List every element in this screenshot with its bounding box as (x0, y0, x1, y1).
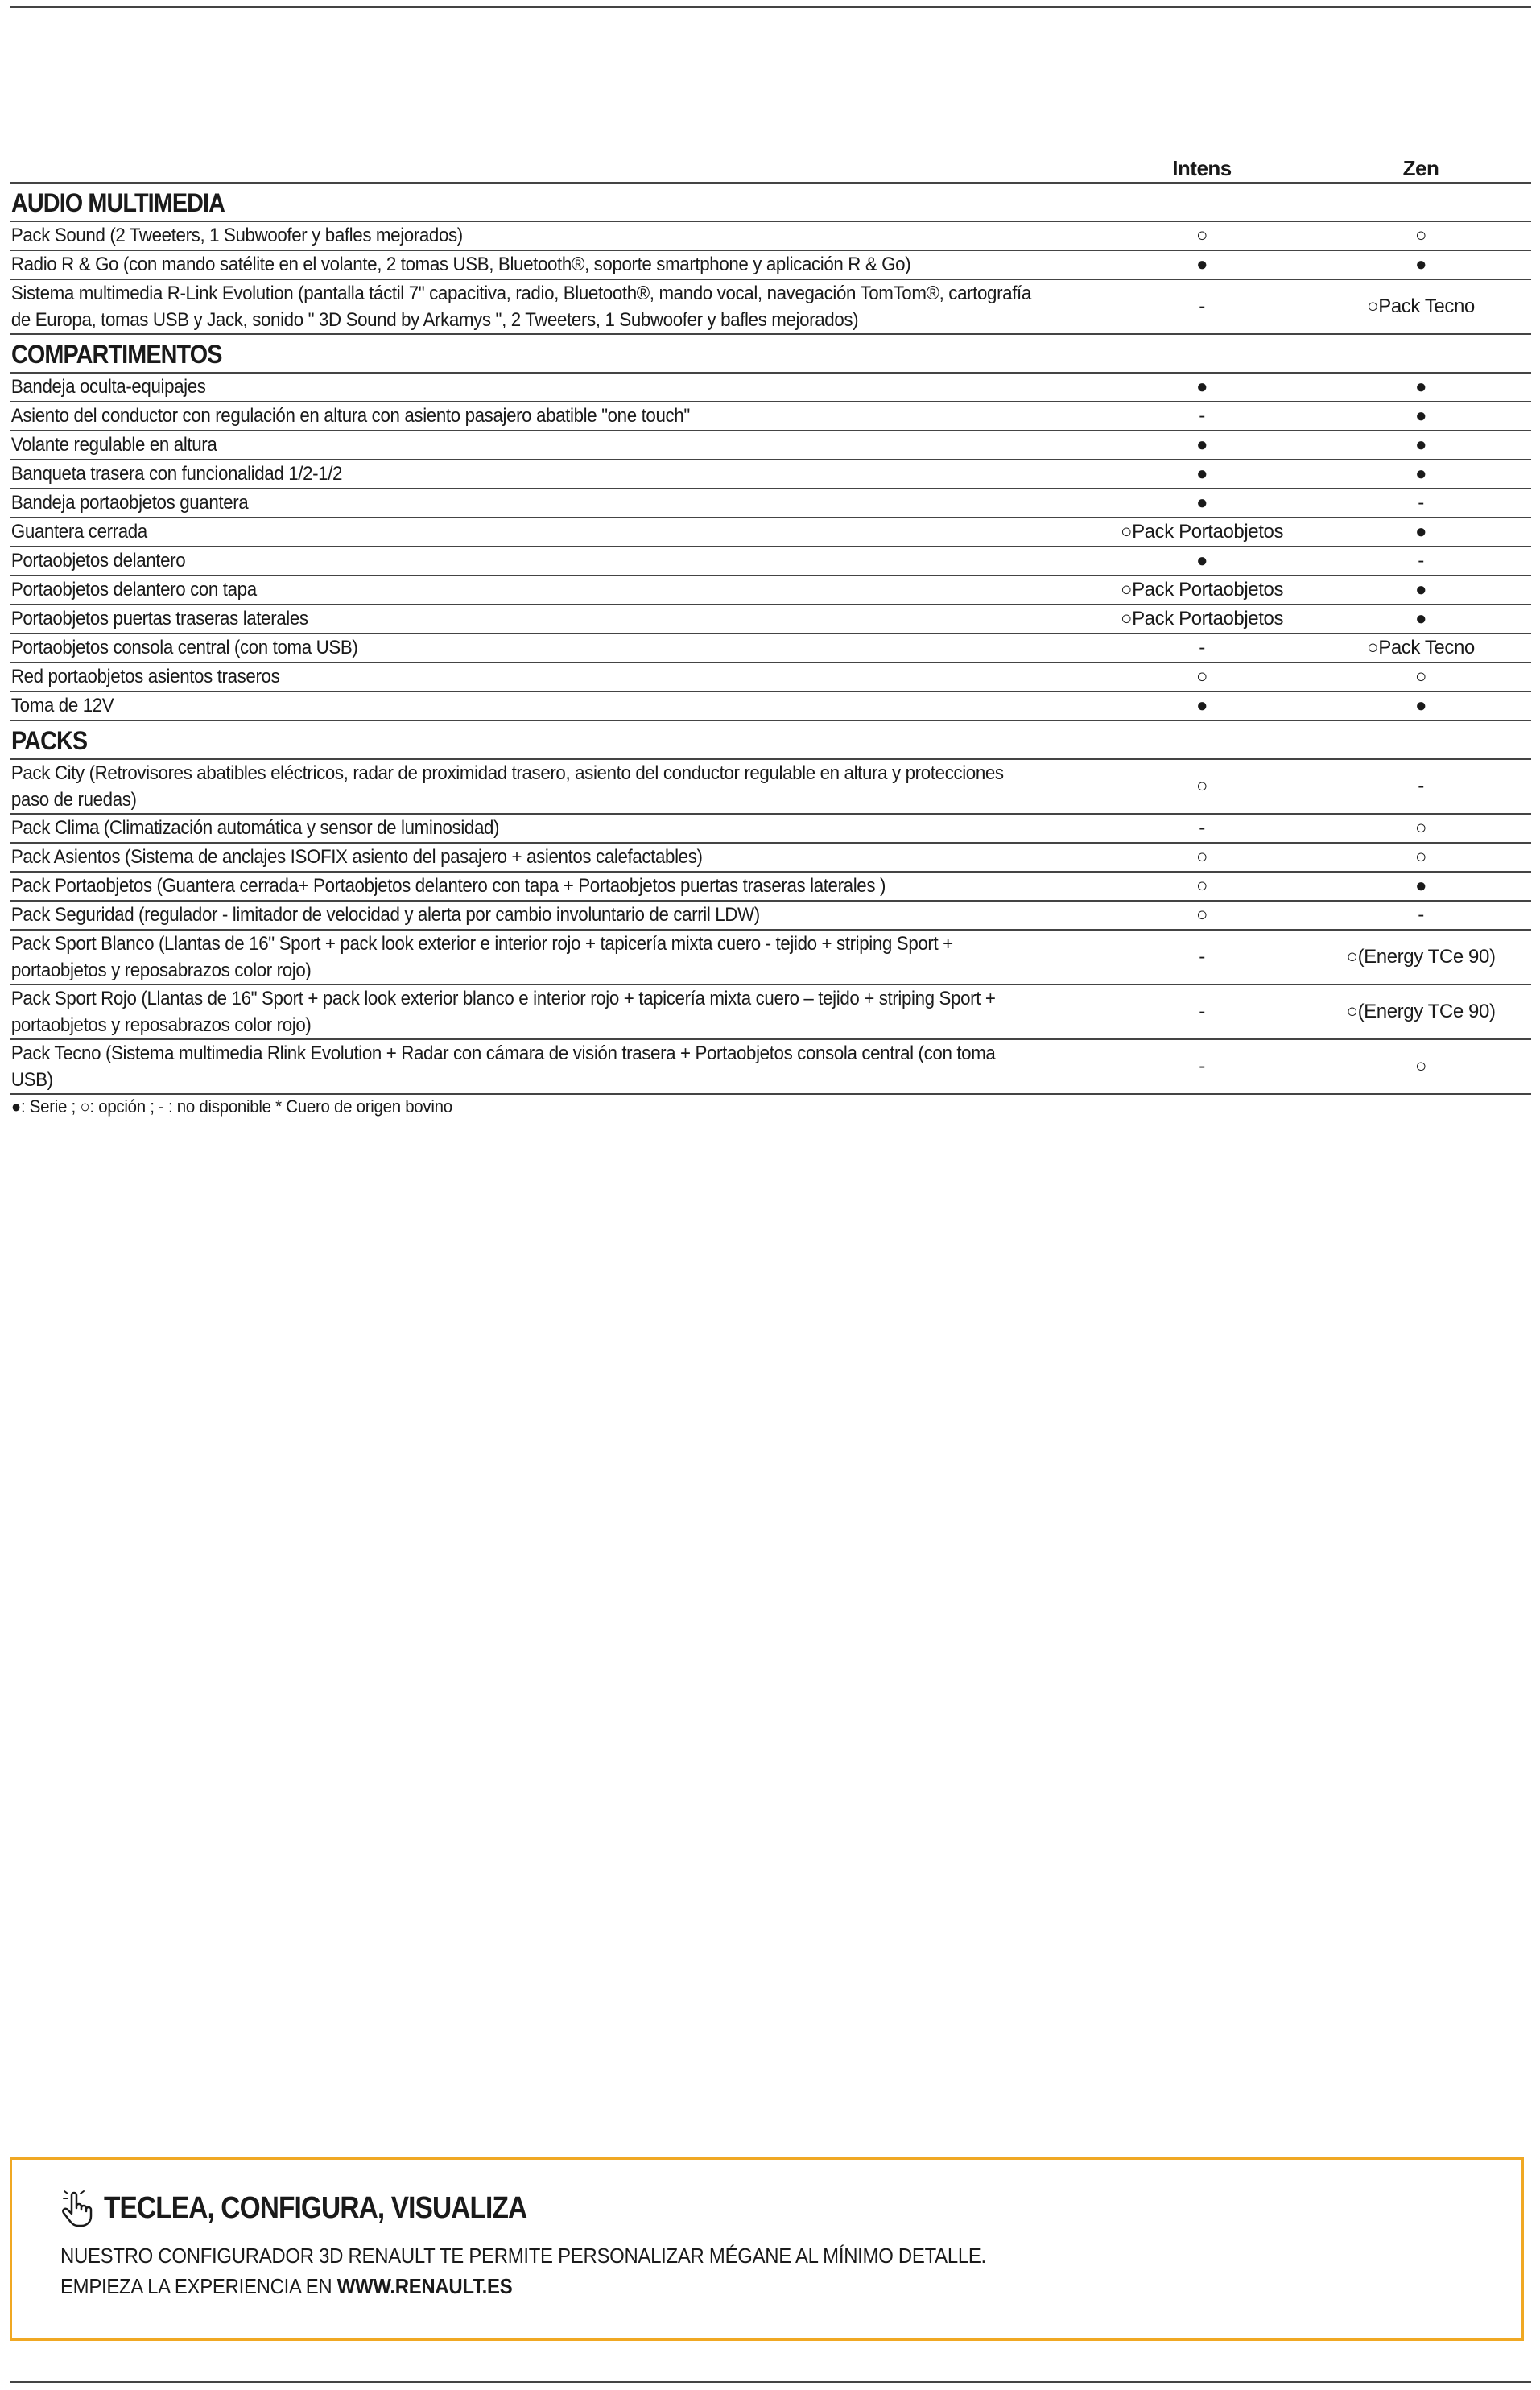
availability-mark: ● (1414, 434, 1427, 456)
availability-mark: ○ (1195, 666, 1208, 687)
availability-mark: ○Pack Tecno (1367, 295, 1475, 317)
availability-mark: ● (1414, 463, 1427, 485)
availability-mark: ○Pack Portaobjetos (1120, 608, 1284, 629)
availability-mark: ● (1414, 376, 1427, 398)
availability-mark: ○ (1414, 666, 1427, 687)
availability-mark: ● (1414, 695, 1427, 716)
table-row (10, 250, 1531, 279)
promo-header (60, 2189, 584, 2227)
availability-mark: - (1199, 1055, 1205, 1077)
equipment-table (10, 153, 1531, 1117)
feature-description: Portaobjetos delantero con tapa (10, 579, 257, 601)
availability-mark: ● (1414, 521, 1427, 543)
table-row (10, 575, 1531, 604)
table-row (10, 842, 1531, 871)
availability-mark: ● (1414, 875, 1427, 897)
bottom-rule (10, 2381, 1531, 2383)
availability-mark: ○ (1195, 904, 1208, 926)
availability-mark: ○(Energy TCe 90) (1346, 1001, 1496, 1022)
hand-pointer-icon (60, 2189, 96, 2227)
availability-mark: ○ (1414, 817, 1427, 839)
table-row (10, 1038, 1531, 1095)
section-title: PACKS (11, 726, 88, 755)
availability-mark: ○ (1414, 846, 1427, 868)
feature-description: Bandeja oculta-equipajes (10, 376, 206, 398)
promo-cta (60, 2274, 512, 2299)
table-row (10, 459, 1531, 488)
feature-description: Pack Tecno (Sistema multimedia Rlink Evolution + Radar con cámara de visión trasera + Portaobjetos consola central (con toma USB) (10, 1042, 996, 1091)
availability-mark: - (1418, 904, 1424, 926)
availability-mark: ○ (1195, 225, 1208, 246)
feature-description: Portaobjetos puertas traseras laterales (10, 608, 308, 629)
feature-description: Pack Seguridad (regulador - limitador de velocidad y alerta por cambio involuntario de carril LDW) (10, 904, 760, 926)
availability-mark: ○ (1195, 875, 1208, 897)
feature-description: Pack Sport Rojo (Llantas de 16" Sport + pack look exterior blanco e interior rojo + tapicería mixta cuero – tejido + striping Sport + portaobjetos y reposabrazos color rojo) (10, 988, 996, 1036)
availability-mark: ○Pack Portaobjetos (1120, 579, 1284, 601)
promo-text: NUESTRO CONFIGURADOR 3D RENAULT TE PERMITE PERSONALIZAR MÉGANE AL MÍNIMO DETALLE. (60, 2243, 986, 2268)
table-row (10, 372, 1531, 401)
feature-description: Volante regulable en altura (10, 434, 217, 456)
feature-description: Pack City (Retrovisores abatibles eléctricos, radar de proximidad trasero, asiento del conductor regulable en altura y protecciones paso de ruedas) (10, 762, 1004, 811)
promo-cta-text: EMPIEZA LA EXPERIENCIA EN (60, 2274, 337, 2298)
availability-mark: - (1199, 405, 1205, 427)
availability-mark: - (1199, 817, 1205, 839)
table-row (10, 604, 1531, 633)
feature-description: Guantera cerrada (10, 521, 147, 543)
column-header-zen: Zen (1402, 156, 1439, 180)
availability-mark: ○ (1414, 225, 1427, 246)
availability-mark: ○Pack Portaobjetos (1120, 521, 1284, 543)
table-row (10, 488, 1531, 517)
table-row (10, 662, 1531, 691)
availability-mark: - (1199, 946, 1205, 968)
availability-mark: ○ (1414, 1055, 1427, 1077)
availability-mark: ● (1195, 376, 1208, 398)
feature-description: Pack Sound (2 Tweeters, 1 Subwoofer y bafles mejorados) (10, 225, 463, 246)
feature-description: Pack Asientos (Sistema de anclajes ISOFIX asiento del pasajero + asientos calefactables) (10, 846, 703, 868)
availability-mark: - (1418, 775, 1424, 797)
table-row (10, 430, 1531, 459)
top-rule (10, 6, 1531, 8)
table-row (10, 401, 1531, 430)
promo-title: TECLEA, CONFIGURA, VISUALIZA (104, 2190, 527, 2225)
legend: ●: Serie ; ○: opción ; - : no disponible * Cuero de origen bovino (10, 1096, 452, 1117)
table-row (10, 984, 1531, 1038)
section-header (10, 720, 1531, 758)
table-row (10, 517, 1531, 546)
feature-description: Bandeja portaobjetos guantera (10, 492, 249, 514)
table-row (10, 691, 1531, 720)
availability-mark: ● (1195, 695, 1208, 716)
availability-mark: - (1199, 637, 1205, 658)
availability-mark: ● (1195, 463, 1208, 485)
table-row (10, 546, 1531, 575)
feature-description: Portaobjetos consola central (con toma USB) (10, 637, 358, 658)
configurator-promo (10, 2157, 1524, 2341)
availability-mark: ● (1414, 405, 1427, 427)
table-body (10, 182, 1531, 1095)
feature-description: Radio R & Go (con mando satélite en el volante, 2 tomas USB, Bluetooth®, soporte smartphone y aplicación R & Go) (10, 254, 911, 275)
table-row (10, 221, 1531, 250)
table-row (10, 900, 1531, 929)
feature-description: Pack Clima (Climatización automática y sensor de luminosidad) (10, 817, 500, 839)
feature-description: Portaobjetos delantero (10, 550, 186, 572)
availability-mark: ● (1414, 608, 1427, 629)
feature-description: Sistema multimedia R-Link Evolution (pantalla táctil 7" capacitiva, radio, Bluetooth®, mando vocal, navegación TomTom®, cartografía de Europa, tomas USB y Jack, sonido " 3D Sound by Arkamys ", 2 Tweeters, 1 Subwoofer y bafles mejorados) (10, 283, 1031, 331)
column-headers (10, 153, 1531, 182)
section-title: COMPARTIMENTOS (11, 340, 222, 369)
feature-description: Toma de 12V (10, 695, 114, 716)
section-header (10, 182, 1531, 221)
feature-description: Pack Portaobjetos (Guantera cerrada+ Portaobjetos delantero con tapa + Portaobjetos puertas traseras laterales ) (10, 875, 886, 897)
availability-mark: ● (1195, 492, 1208, 514)
availability-mark: ○(Energy TCe 90) (1346, 946, 1496, 968)
availability-mark: ● (1195, 254, 1208, 275)
feature-description: Pack Sport Blanco (Llantas de 16" Sport + pack look exterior e interior rojo + tapicería mixta cuero - tejido + striping Sport + portaobjetos y reposabrazos color rojo) (10, 933, 953, 981)
availability-mark: - (1418, 550, 1424, 572)
column-header-intens: Intens (1172, 156, 1232, 180)
table-row (10, 279, 1531, 333)
section-header (10, 333, 1531, 372)
section-title: AUDIO MULTIMEDIA (11, 188, 225, 217)
availability-mark: ○ (1195, 846, 1208, 868)
availability-mark: ○Pack Tecno (1367, 637, 1475, 658)
availability-mark: ● (1414, 579, 1427, 601)
availability-mark: - (1199, 1001, 1205, 1022)
availability-mark: ○ (1195, 775, 1208, 797)
table-row (10, 813, 1531, 842)
table-row (10, 871, 1531, 900)
availability-mark: ● (1414, 254, 1427, 275)
availability-mark: - (1199, 295, 1205, 317)
availability-mark: - (1418, 492, 1424, 514)
availability-mark: ● (1195, 550, 1208, 572)
feature-description: Asiento del conductor con regulación en altura con asiento pasajero abatible "one touch" (10, 405, 690, 427)
feature-description: Banqueta trasera con funcionalidad 1/2-1/2 (10, 463, 343, 485)
table-row (10, 633, 1531, 662)
renault-website-link[interactable]: WWW.RENAULT.ES (336, 2274, 513, 2298)
feature-description: Red portaobjetos asientos traseros (10, 666, 280, 687)
availability-mark: ● (1195, 434, 1208, 456)
table-row (10, 929, 1531, 984)
table-row (10, 758, 1531, 813)
